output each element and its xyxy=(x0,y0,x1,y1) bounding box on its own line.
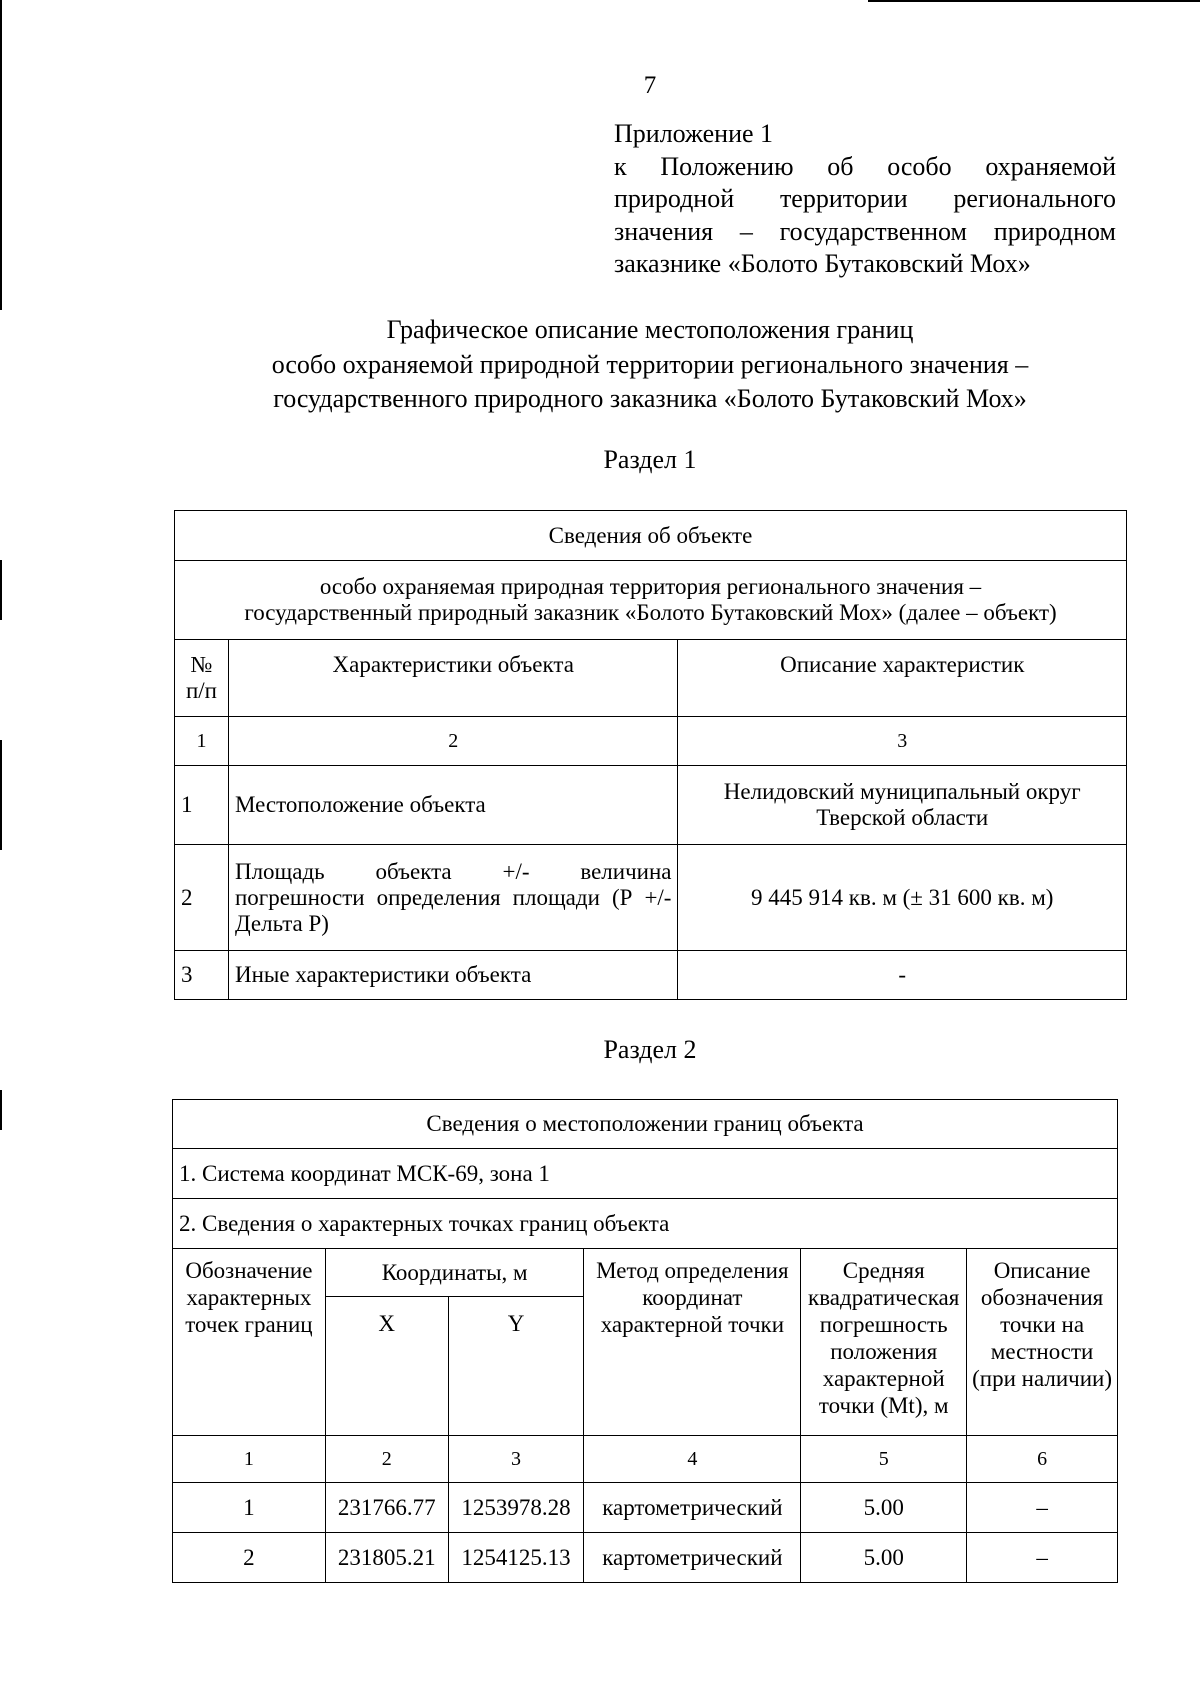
table-row xyxy=(175,845,1127,951)
points-header: 2. Сведения о характерных точках границ объекта xyxy=(173,1199,1118,1249)
point-id: 1 xyxy=(173,1483,326,1533)
scan-edge-mark xyxy=(0,560,2,620)
column-header-coordinates: Координаты, м xyxy=(325,1249,584,1297)
document-title-line: особо охраняемой природной территории регионального значения – xyxy=(271,349,1029,379)
coordinate-y: 1253978.28 xyxy=(448,1483,584,1533)
characteristic-name: Иные характеристики объекта xyxy=(228,951,678,1000)
column-header-method: Метод определения координат характерной точки xyxy=(584,1249,801,1436)
row-number: 1 xyxy=(175,766,229,845)
characteristic-value: Нелидовский муниципальный округ Тверской области xyxy=(678,766,1127,845)
column-number: 2 xyxy=(228,717,678,766)
document-title xyxy=(0,313,1200,417)
document-title-line: Графическое описание местоположения границ xyxy=(386,315,914,344)
column-header: Описание характеристик xyxy=(678,640,1127,717)
characteristic-value: 9 445 914 кв. м (± 31 600 кв. м) xyxy=(678,845,1127,951)
row-number: 2 xyxy=(175,845,229,951)
section-2-title: Раздел 2 xyxy=(603,1035,697,1064)
column-header-designation: Обозначение характерных точек границ xyxy=(173,1249,326,1436)
section-1-title: Раздел 1 xyxy=(603,445,697,474)
annex-title: Приложение 1 xyxy=(614,119,774,148)
column-number: 5 xyxy=(801,1436,967,1483)
column-header: № п/п xyxy=(175,640,229,717)
table-row xyxy=(175,951,1127,1000)
row-number: 3 xyxy=(175,951,229,1000)
table-row xyxy=(173,1533,1118,1583)
characteristic-value: - xyxy=(678,951,1127,1000)
column-number: 2 xyxy=(325,1436,448,1483)
column-number: 6 xyxy=(967,1436,1118,1483)
column-number: 1 xyxy=(173,1436,326,1483)
method: картометрический xyxy=(584,1483,801,1533)
coordinate-x: 231805.21 xyxy=(325,1533,448,1583)
column-number: 1 xyxy=(175,717,229,766)
column-header-error: Средняя квадратическая погрешность положения характерной точки (Mt), м xyxy=(801,1249,967,1436)
coordinate-y: 1254125.13 xyxy=(448,1533,584,1583)
object-info-table xyxy=(174,510,1127,1000)
scan-edge-mark xyxy=(0,0,2,310)
scan-edge-mark xyxy=(868,0,1200,2)
method: картометрический xyxy=(584,1533,801,1583)
table-row xyxy=(175,766,1127,845)
table-row xyxy=(173,1483,1118,1533)
document-title-line: государственного природного заказника «Болото Бутаковский Мох» xyxy=(273,384,1027,413)
boundary-points-table xyxy=(172,1099,1118,1583)
column-header-y: Y xyxy=(448,1297,584,1436)
scan-edge-mark xyxy=(0,740,2,850)
table-header: Сведения об объекте xyxy=(175,511,1127,561)
scan-edge-mark xyxy=(0,1090,2,1130)
mean-error: 5.00 xyxy=(801,1533,967,1583)
object-subheader: особо охраняемая природная территория регионального значения – государственный природный заказник «Болото Бутаковский Мох» (далее – объект) xyxy=(175,561,1127,640)
page-number: 7 xyxy=(643,72,657,99)
column-number: 3 xyxy=(678,717,1127,766)
coordinate-x: 231766.77 xyxy=(325,1483,448,1533)
column-number: 4 xyxy=(584,1436,801,1483)
column-header-x: X xyxy=(325,1297,448,1436)
table-header: Сведения о местоположении границ объекта xyxy=(173,1100,1118,1149)
point-description: – xyxy=(967,1483,1118,1533)
mean-error: 5.00 xyxy=(801,1483,967,1533)
annex-text: к Положению об особо охраняемой природной территории регионального значения – государственном природном заказнике «Болото Бутаковский Мох» xyxy=(614,151,1116,278)
characteristic-name: Местоположение объекта xyxy=(228,766,678,845)
point-description: – xyxy=(967,1533,1118,1583)
column-header: Характеристики объекта xyxy=(228,640,678,717)
characteristic-name: Площадь объекта +/- величина погрешности определения площади (Р +/- Дельта Р) xyxy=(228,845,678,951)
annex-block xyxy=(614,118,1116,281)
column-number: 3 xyxy=(448,1436,584,1483)
point-id: 2 xyxy=(173,1533,326,1583)
column-header-description: Описание обозначения точки на местности (при наличии) xyxy=(967,1249,1118,1436)
coordinate-system: 1. Система координат МСК-69, зона 1 xyxy=(173,1149,1118,1199)
